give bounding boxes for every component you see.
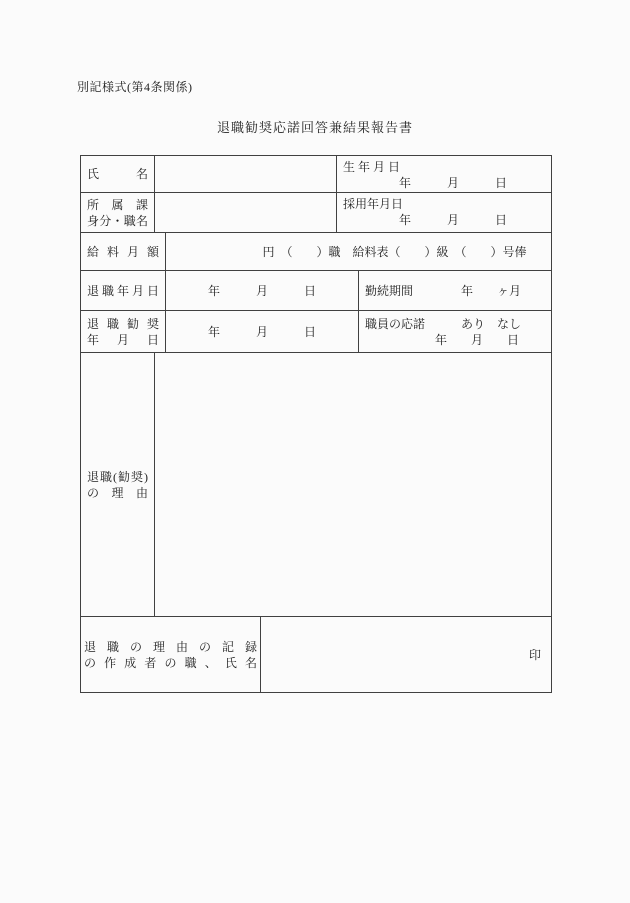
birthdate-cell: [337, 156, 551, 192]
salary-label: 給 料 月 額: [81, 233, 166, 270]
salary-content-cell: 円 （ ）職 給料表（ ）級 （ ）号俸: [262, 244, 527, 259]
affiliation-value-cell: [155, 193, 337, 232]
row-affiliation: [81, 193, 551, 233]
row-retirement-date: [81, 271, 551, 311]
name-value-cell: [155, 156, 337, 192]
retirement-date-label: 退職年月日: [81, 271, 166, 310]
service-period-cell: 勤続期間 年 ヶ月: [365, 283, 522, 298]
form-variant-note: 別記様式(第4条関係): [77, 80, 193, 94]
affiliation-label-line2: 身分・職名: [87, 213, 148, 228]
reason-label-line2: の 理 由: [87, 485, 148, 500]
row-name: [81, 156, 551, 193]
recommendation-label-line1: 退 職 勧 奨: [87, 316, 159, 331]
recommendation-label-line2: 年 月 日: [87, 332, 159, 347]
row-salary: [81, 233, 551, 271]
reason-label: [81, 353, 155, 616]
hire-date-line: 年 月 日: [399, 213, 508, 227]
affiliation-label-line1: 所 属 課: [87, 197, 148, 212]
reason-value-cell: [155, 353, 551, 616]
author-label: [81, 617, 261, 692]
row-recommendation: [81, 311, 551, 353]
name-label: 氏 名: [81, 156, 155, 192]
seal-mark: 印: [528, 647, 541, 662]
birthdate-date-line: 年 月 日: [399, 176, 508, 190]
recommendation-date-value: 年 月 日: [166, 311, 359, 352]
consent-date-line: 年 月 日: [435, 332, 520, 347]
row-author: [81, 617, 551, 692]
row-reason: [81, 353, 551, 617]
reason-label-line1: 退職(勧奨): [87, 469, 148, 484]
affiliation-label: [81, 193, 155, 232]
birthdate-caption: 生 年 月 日: [343, 160, 401, 174]
retirement-date-value: 年 月 日: [166, 271, 359, 310]
report-form-table: [80, 155, 552, 693]
hire-date-caption: 採用年月日: [343, 197, 404, 211]
consent-line: 職員の応諾 あり なし: [365, 316, 522, 331]
recommendation-label: [81, 311, 166, 352]
author-label-line2: の作成者の職、氏名: [84, 655, 257, 670]
seal-cell: [261, 617, 551, 692]
author-label-line1: 退 職 の 理 由 の 記 録: [84, 639, 257, 654]
hire-date-cell: [337, 193, 551, 232]
consent-cell: [359, 311, 551, 352]
form-title: 退職勧奨応諾回答兼結果報告書: [216, 120, 413, 135]
